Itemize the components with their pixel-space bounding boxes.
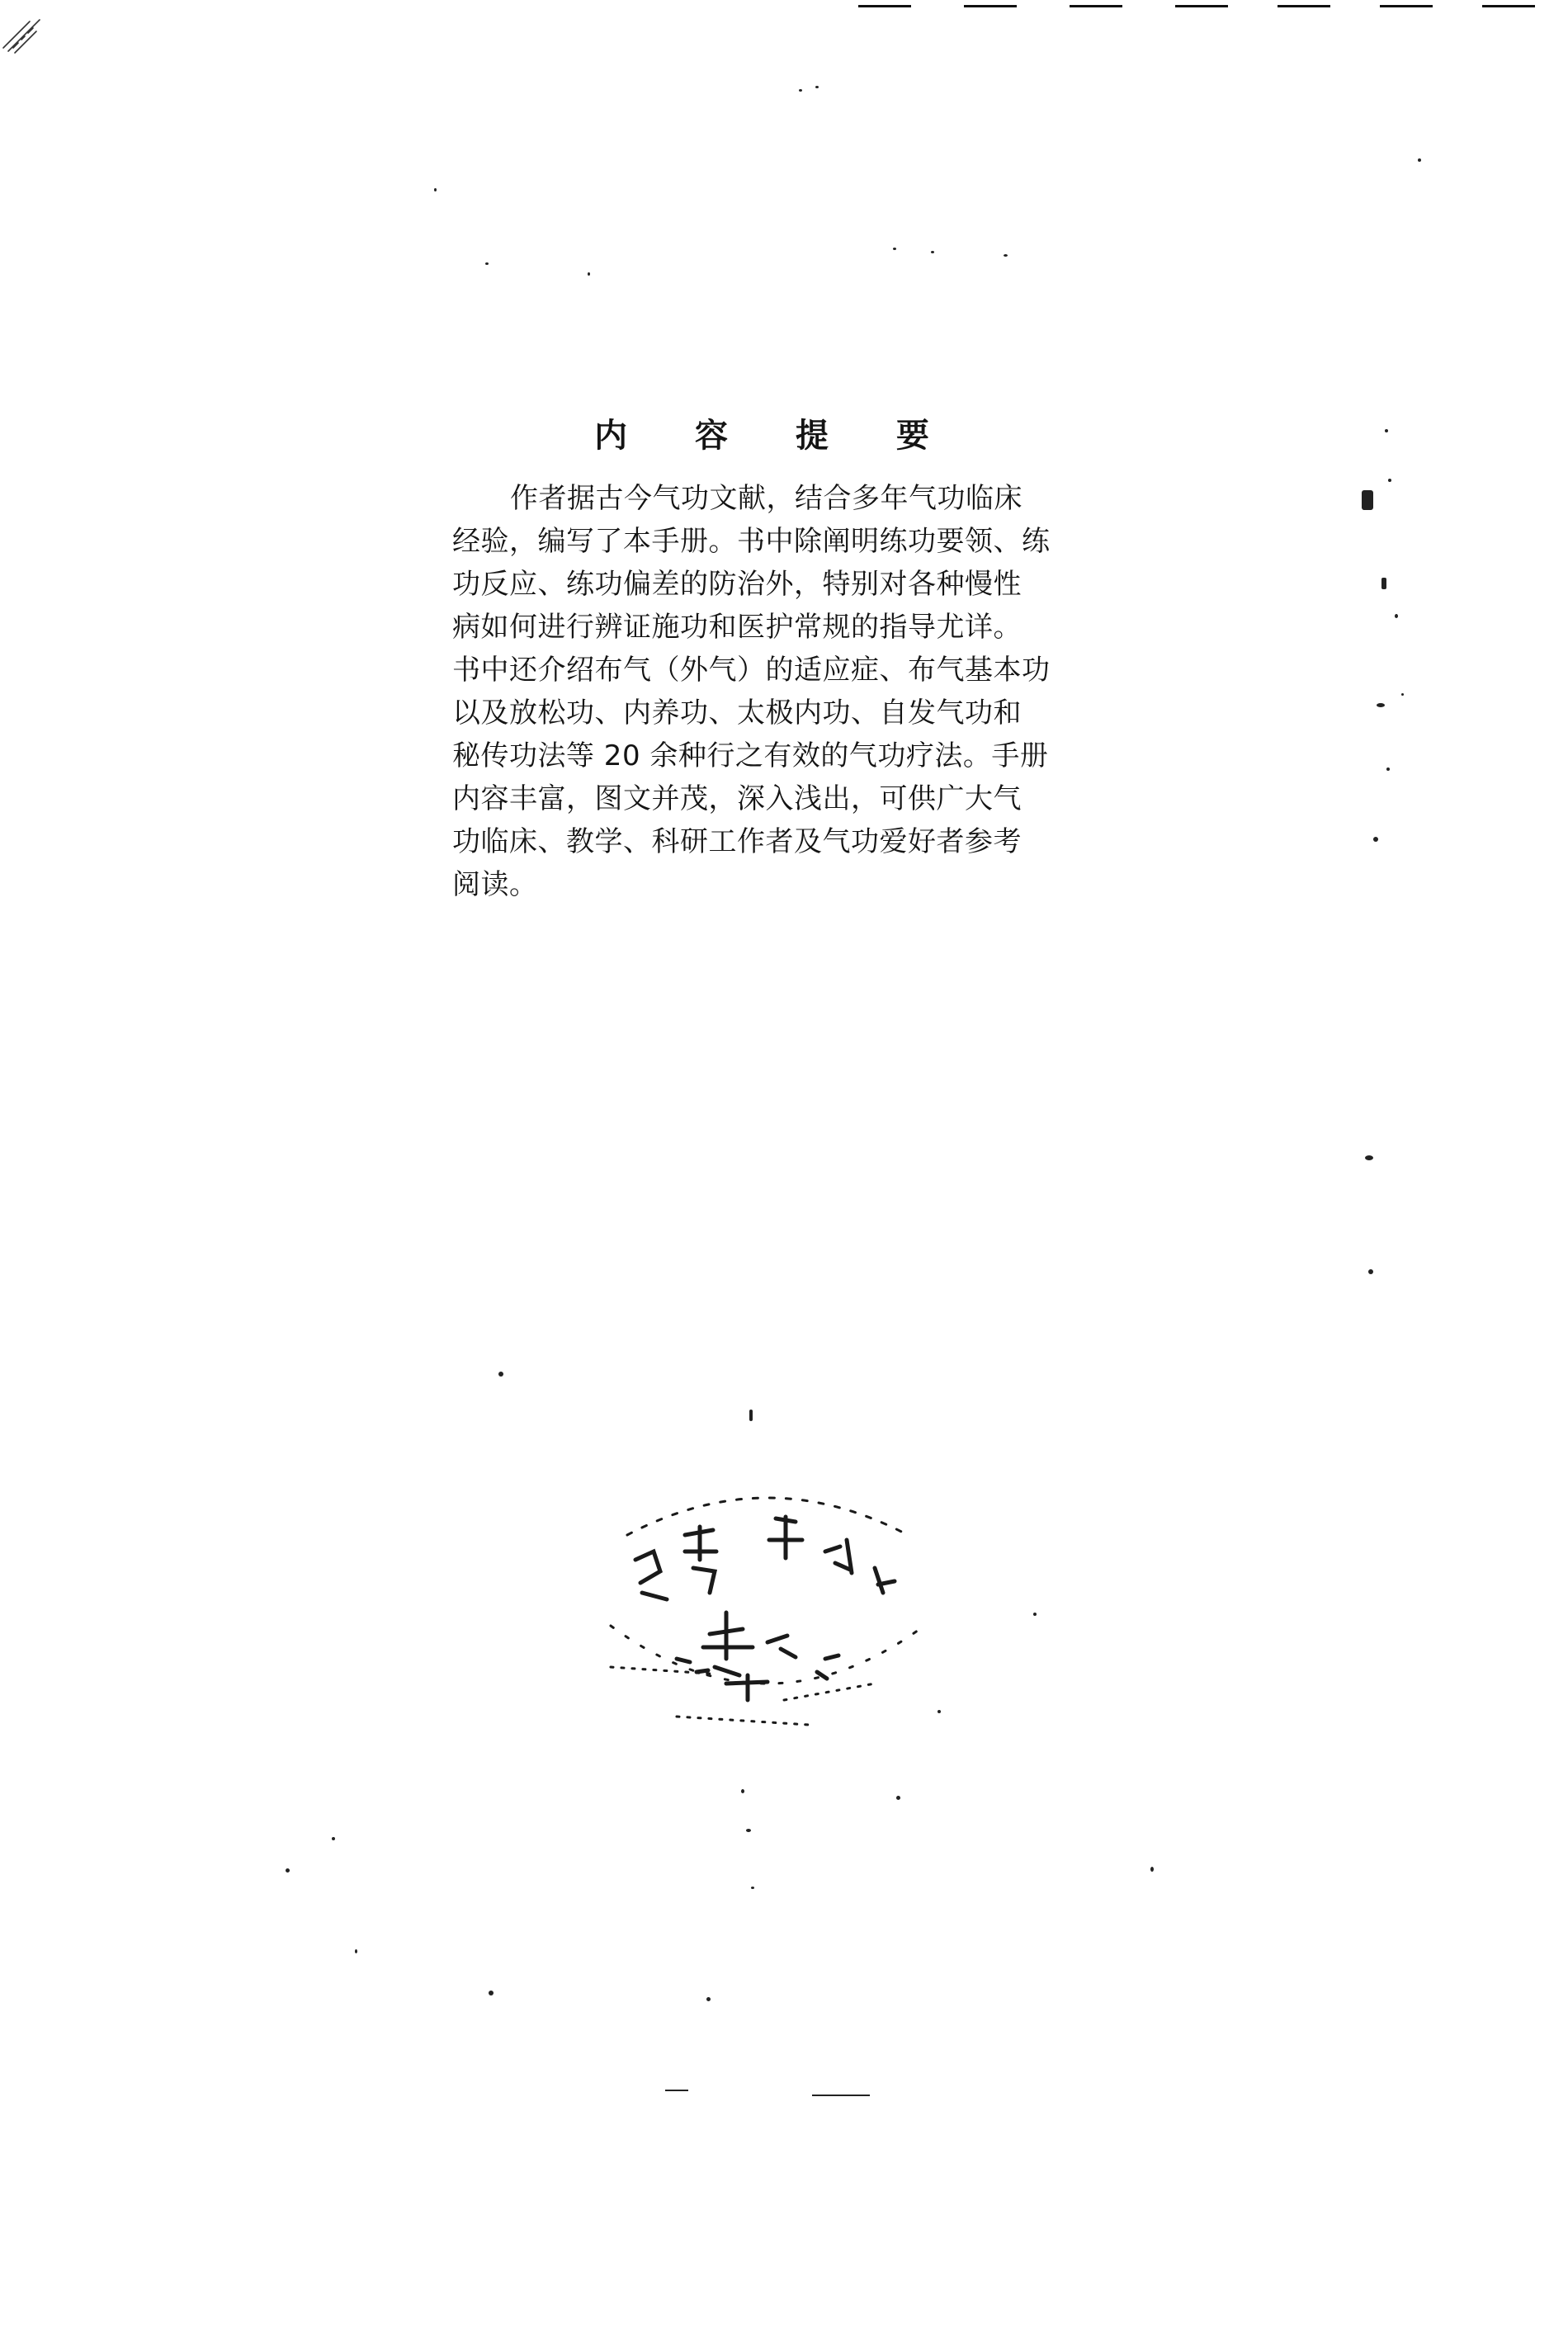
scan-speck (485, 262, 489, 265)
summary-paragraph (452, 477, 1093, 906)
scan-speck (1386, 767, 1390, 771)
summary-line: 阅读。 (452, 868, 538, 901)
summary-line: 内容丰富，图文并茂，深入浅出，可供广大气 (452, 782, 1022, 815)
scan-speck (893, 248, 896, 250)
scan-speck (1368, 1269, 1373, 1274)
scan-speck (1381, 578, 1386, 589)
scan-speck (1395, 614, 1398, 618)
scan-speck (749, 1410, 753, 1421)
summary-line: 功反应、练功偏差的防治外，特别对各种慢性 (452, 568, 1022, 601)
top-edge-rules (858, 0, 1535, 12)
scan-speck (332, 1837, 335, 1840)
bottom-scan-dash (665, 2090, 688, 2091)
summary-line: 经验，编写了本手册。书中除阐明练功要领、练 (452, 525, 1051, 558)
scan-speck (1362, 490, 1373, 510)
scan-speck (799, 89, 802, 92)
library-seal-stamp-icon (578, 1469, 957, 1799)
scan-speck (815, 86, 819, 88)
scan-speck (588, 272, 590, 276)
corner-library-mark-icon (0, 0, 58, 58)
scan-speck (489, 1991, 494, 1995)
summary-line: 病如何进行辨证施功和医护常规的指导尤详。 (452, 611, 1022, 644)
scan-speck (1004, 254, 1008, 257)
scan-speck (746, 1829, 751, 1832)
scan-speck (1150, 1867, 1154, 1872)
scan-speck (1033, 1613, 1037, 1616)
summary-heading: 内 容 提 要 (594, 417, 957, 455)
scan-speck (1401, 693, 1404, 696)
summary-line: 功临床、教学、科研工作者及气功爱好者参考 (452, 825, 1022, 858)
scan-speck (1373, 837, 1378, 842)
scan-speck (931, 251, 934, 253)
scan-speck (498, 1372, 503, 1377)
scan-speck (1385, 429, 1388, 432)
scan-speck (1418, 158, 1421, 162)
scan-speck (355, 1949, 357, 1953)
summary-line: 以及放松功、内养功、太极内功、自发气功和 (452, 697, 1022, 730)
scan-speck (1377, 703, 1385, 707)
scan-speck (751, 1887, 754, 1889)
summary-line: 秘传功法等 20 余种行之有效的气功疗法。手册 (452, 739, 1049, 772)
scan-speck (1388, 479, 1391, 482)
scan-speck (1365, 1155, 1373, 1160)
summary-line: 作者据古今气功文献，结合多年气功临床 (510, 482, 1023, 515)
summary-line: 书中还介绍布气（外气）的适应症、布气基本功 (452, 654, 1051, 687)
scan-speck (286, 1868, 290, 1873)
scan-speck (706, 1997, 711, 2001)
bottom-scan-dash (812, 2095, 870, 2096)
scan-speck (434, 188, 437, 191)
